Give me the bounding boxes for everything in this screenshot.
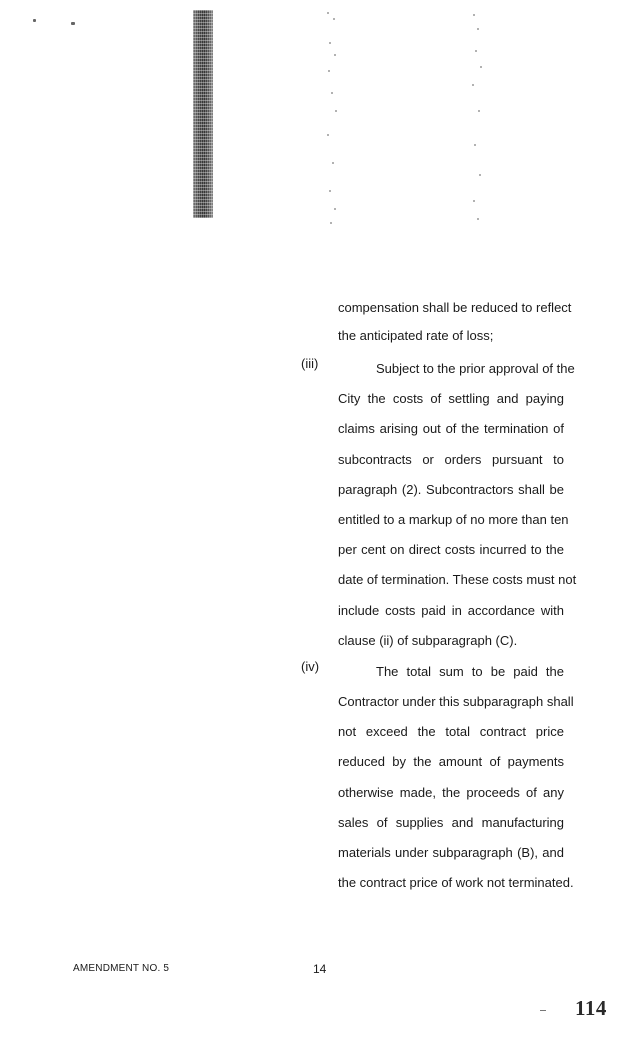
text-line: otherwise made, the proceeds of any [338, 785, 564, 800]
text-line: compensation shall be reduced to reflect [338, 300, 572, 315]
footer-page-number: 14 [313, 962, 327, 976]
text-line: sales of supplies and manufacturing [338, 815, 564, 830]
text-line: entitled to a markup of no more than ten [338, 512, 569, 527]
scan-binding-strip [193, 10, 213, 218]
scan-speck [33, 19, 36, 22]
text-line: the contract price of work not terminated. [338, 875, 574, 890]
text-line: reduced by the amount of payments [338, 754, 564, 769]
stamped-page-number: 114 [575, 996, 607, 1020]
text-line: materials under subparagraph (B), and [338, 845, 564, 860]
footer-amendment: AMENDMENT NO. 5 [73, 963, 170, 974]
text-line: subcontracts or orders pursuant to [338, 452, 564, 467]
scan-dash [540, 1010, 546, 1011]
text-line: clause (ii) of subparagraph (C). [338, 633, 518, 648]
item-number-iii: (iii) [301, 356, 319, 371]
text-line: City the costs of settling and paying [338, 391, 564, 406]
text-line: per cent on direct costs incurred to the [338, 542, 564, 557]
text-line: include costs paid in accordance with [338, 603, 564, 618]
text-line: Subject to the prior approval of the [376, 361, 575, 376]
text-line: The total sum to be paid the [376, 664, 564, 679]
text-line: Contractor under this subparagraph shall [338, 694, 574, 709]
item-number-iv: (iv) [301, 659, 320, 674]
text-line: the anticipated rate of loss; [338, 328, 494, 343]
scan-speck-column [325, 12, 339, 227]
text-line: date of termination. These costs must not [338, 572, 577, 587]
text-line: not exceed the total contract price [338, 724, 564, 739]
text-line: claims arising out of the termination of [338, 421, 564, 436]
scan-speck [71, 22, 75, 25]
text-line: paragraph (2). Subcontractors shall be [338, 482, 564, 497]
scan-speck-column [470, 14, 484, 224]
